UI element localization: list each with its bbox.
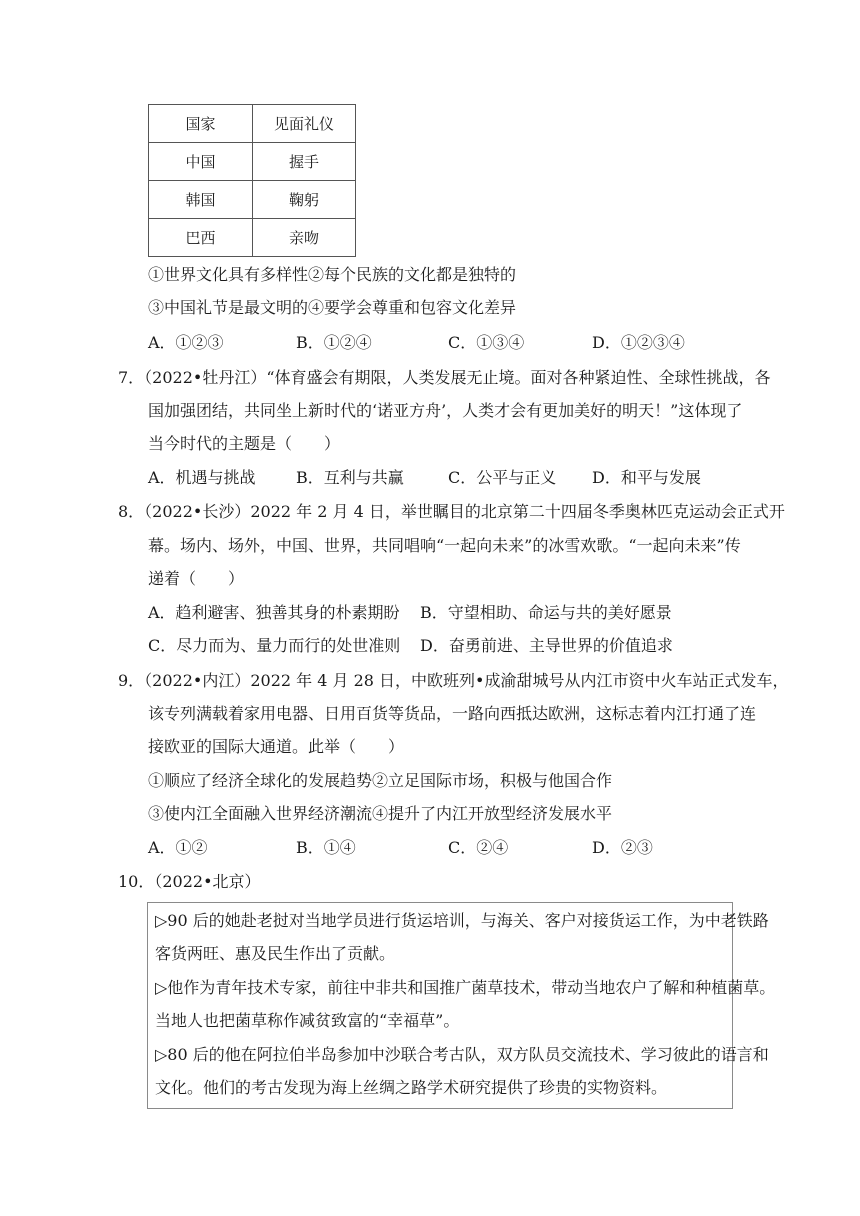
table-row	[149, 219, 356, 257]
table-cell: 韩国	[149, 181, 253, 219]
q6-options	[148, 333, 748, 353]
option-d[interactable]: D．①②③④	[592, 333, 685, 352]
option-b[interactable]: B．守望相助、命运与共的美好愿景	[420, 603, 672, 622]
material-line: 当地人也把菌草称作减贫致富的“幸福草”。	[155, 1011, 460, 1030]
option-c[interactable]: C．公平与正义	[448, 468, 557, 487]
q9-statement: ①顺应了经济全球化的发展趋势②立足国际市场，积极与他国合作	[148, 771, 613, 790]
table-row	[149, 181, 356, 219]
q8-options-row2	[148, 636, 748, 656]
table-cell: 巴西	[149, 219, 253, 257]
option-a[interactable]: A．趋利避害、独善其身的朴素期盼	[148, 603, 400, 622]
q8-options-row1	[148, 603, 748, 623]
table-row	[149, 143, 356, 181]
option-d[interactable]: D．奋勇前进、主导世界的价值追求	[420, 636, 673, 655]
q6-statement: ③中国礼节是最文明的④要学会尊重和包容文化差异	[148, 298, 517, 317]
material-line: ▷80 后的他在阿拉伯半岛参加中沙联合考古队，双方队员交流技术、学习彼此的语言和	[155, 1045, 769, 1064]
q9-stem-line: 该专列满载着家用电器、日用百货等货品，一路向西抵达欧洲，这标志着内江打通了连	[148, 704, 757, 723]
table-cell: 鞠躬	[253, 181, 356, 219]
option-c[interactable]: C．①③④	[448, 333, 525, 352]
option-c[interactable]: C．尽力而为、量力而行的处世准则	[148, 636, 401, 655]
table-header-cell: 见面礼仪	[253, 105, 356, 143]
option-a[interactable]: A．机遇与挑战	[148, 468, 256, 487]
q9-options	[148, 838, 748, 858]
table-cell: 握手	[253, 143, 356, 181]
material-line: 文化。他们的考古发现为海上丝绸之路学术研究提供了珍贵的实物资料。	[155, 1078, 668, 1097]
material-line: ▷他作为青年技术专家，前往中非共和国推广菌草技术，带动当地农户了解和种植菌草。	[155, 978, 776, 997]
q7-options	[148, 468, 748, 488]
option-b[interactable]: B．①②④	[296, 333, 372, 352]
table-cell: 中国	[149, 143, 253, 181]
q8-stem-line: 8．（2022•长沙）2022 年 2 月 4 日，举世瞩目的北京第二十四届冬季奥林匹克运动会正式开	[118, 502, 785, 521]
option-c[interactable]: C．②④	[448, 838, 509, 857]
material-line: 客货两旺、惠及民生作出了贡献。	[155, 944, 396, 963]
q6-statement: ①世界文化具有多样性②每个民族的文化都是独特的	[148, 265, 517, 284]
etiquette-table	[148, 104, 356, 257]
option-b[interactable]: B．①④	[296, 838, 356, 857]
q10-material-box	[147, 902, 776, 1109]
q10-header: 10．（2022•北京）	[118, 872, 261, 891]
q9-stem-line: 9．（2022•内江）2022 年 4 月 28 日，中欧班列•成渝甜城号从内江市资中火车站正式发车，	[118, 671, 789, 690]
q8-stem-line: 递着（ ）	[148, 569, 245, 588]
option-b[interactable]: B．互利与共赢	[296, 468, 404, 487]
q9-statement: ③使内江全面融入世界经济潮流④提升了内江开放型经济发展水平	[148, 804, 613, 823]
option-d[interactable]: D．②③	[592, 838, 653, 857]
table-cell: 亲吻	[253, 219, 356, 257]
option-a[interactable]: A．①②③	[148, 333, 224, 352]
q8-stem-line: 幕。场内、场外，中国、世界，共同唱响“一起向未来”的冰雪欢歌。“一起向未来”传	[148, 536, 741, 555]
table-header-cell: 国家	[149, 105, 253, 143]
q9-stem-line: 接欧亚的国际大通道。此举（ ）	[148, 737, 405, 756]
table-header-row	[149, 105, 356, 143]
q7-stem-line: 国加强团结，共同坐上新时代的‘诺亚方舟’，人类才会有更加美好的明天！”这体现了	[148, 401, 743, 420]
q7-stem-line: 7．（2022•牡丹江）“体育盛会有期限，人类发展无止境。面对各种紧迫性、全球性挑战，各	[118, 368, 771, 387]
q7-stem-line: 当今时代的主题是（ ）	[148, 434, 341, 453]
option-d[interactable]: D．和平与发展	[592, 468, 701, 487]
material-line: ▷90 后的她赴老挝对当地学员进行货运培训，与海关、客户对接货运工作，为中老铁路	[155, 911, 769, 930]
option-a[interactable]: A．①②	[148, 838, 208, 857]
